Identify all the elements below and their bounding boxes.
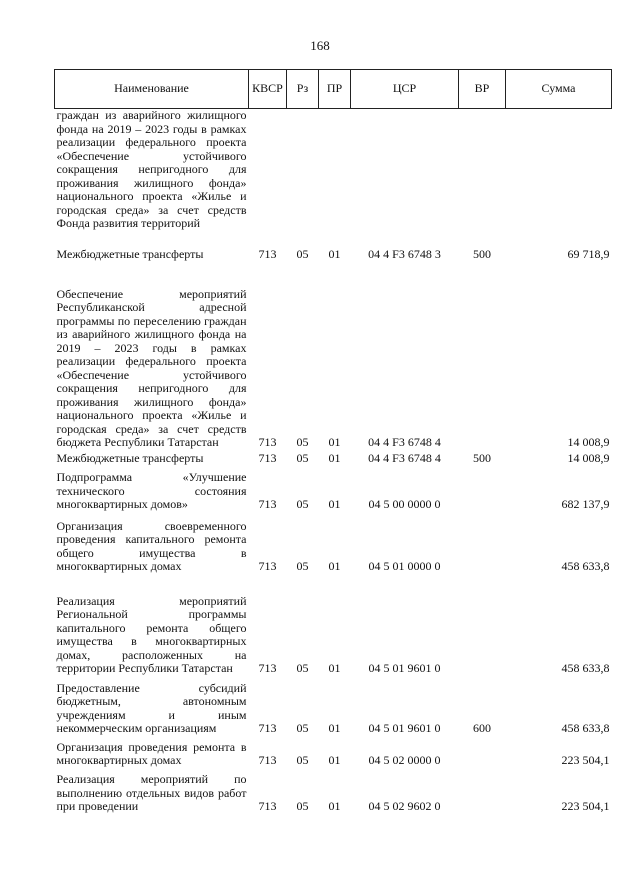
row-name: Организация проведения ремонта в многоквартирных домах [56,739,247,767]
row-pr: 01 [328,559,341,573]
row-kvsr: 713 [258,451,277,465]
row-name: Подпрограмма «Улучшение технического состояния многоквартирных домов» [56,470,247,511]
table-row [55,736,612,768]
row-rz [287,109,319,246]
table-row [55,768,612,814]
header-kvsr: КВСР [249,70,287,109]
table-row [55,450,612,466]
row-vr [459,109,506,246]
row-vr [459,574,506,676]
table-row [55,109,612,246]
row-pr: 01 [328,799,341,813]
header-vr: ВР [459,70,506,109]
row-name: Предоставление субсидий бюджетным, автономным учреждениям и иным некоммерческим организациям [56,680,247,735]
row-sum: 14 008,9 [567,451,610,465]
row-name: Межбюджетные трансферты [56,451,204,465]
row-kvsr: 713 [258,247,277,261]
row-rz: 05 [296,559,309,573]
row-rz: 05 [296,661,309,675]
row-csr: 04 5 01 9601 0 [368,721,441,735]
header-pr: ПР [319,70,351,109]
row-sum: 458 633,8 [561,661,610,675]
row-kvsr: 713 [258,497,277,511]
row-sum: 223 504,1 [561,753,610,767]
row-name: граждан из аварийного жилищного фонда на 2019 – 2023 годы в рамках реализации федерального проекта «Обеспечение устойчивого сокращения непригодного для проживания жилищного фонда» национального проекта «Жилье и городская среда» за счет средств Фонда развития территорий [56,108,247,230]
row-sum: 223 504,1 [561,799,610,813]
header-rz: Рз [287,70,319,109]
row-vr [459,736,506,768]
row-pr: 01 [328,661,341,675]
row-vr [459,512,506,574]
row-csr: 04 4 F3 6748 4 [368,451,441,465]
row-name: Реализация мероприятий по выполнению отдельных видов работ при проведении [56,772,247,813]
row-pr: 01 [328,753,341,767]
row-csr: 04 4 F3 6748 3 [368,247,441,261]
row-name: Межбюджетные трансферты [56,247,204,261]
row-sum: 458 633,8 [561,721,610,735]
row-kvsr [249,109,287,246]
row-vr: 500 [473,247,491,261]
row-name: Обеспечение мероприятий Республиканской адресной программы по переселению граждан из аварийного жилищного фонда на 2019 – 2023 годы в рамках реализации федерального проекта «Обеспечение устойчивого сокращения непригодного для проживания жилищного фонда» национального проекта «Жилье и городская среда» за счет средств бюджета Республики Татарстан [56,286,247,449]
row-sum: 458 633,8 [561,559,610,573]
row-csr: 04 5 00 0000 0 [368,497,441,511]
table-row [55,574,612,676]
row-csr: 04 5 02 0000 0 [368,753,441,767]
header-csr: ЦСР [351,70,459,109]
row-kvsr: 713 [258,435,277,449]
row-kvsr: 713 [258,661,277,675]
row-pr: 01 [328,247,341,261]
budget-table [54,69,612,814]
row-csr: 04 5 01 0000 0 [368,559,441,573]
table-row [55,246,612,262]
row-rz: 05 [296,435,309,449]
row-csr: 04 5 01 9601 0 [368,661,441,675]
row-name: Реализация мероприятий Региональной программы капитального ремонта общего имущества в многоквартирных домах, расположенных на территории Республики Татарстан [56,593,247,675]
row-sum: 14 008,9 [567,435,610,449]
row-rz: 05 [296,799,309,813]
row-sum: 69 718,9 [567,247,610,261]
row-name: Организация своевременного проведения капитального ремонта общего имущества в многоквартирных домах [56,518,247,573]
header-name: Наименование [55,70,249,109]
row-kvsr: 713 [258,559,277,573]
table-row [55,466,612,512]
row-kvsr: 713 [258,753,277,767]
table-row [55,676,612,736]
row-csr: 04 5 02 9602 0 [368,799,441,813]
table-row [55,262,612,450]
table-row [55,512,612,574]
row-sum [506,109,612,246]
row-pr: 01 [328,721,341,735]
row-rz: 05 [296,721,309,735]
header-sum: Сумма [506,70,612,109]
row-vr [459,262,506,450]
row-pr: 01 [328,451,341,465]
page-number: 168 [310,38,330,53]
row-vr: 600 [473,721,491,735]
row-csr [351,109,459,246]
row-vr: 500 [473,451,491,465]
row-rz: 05 [296,753,309,767]
row-rz: 05 [296,247,309,261]
row-rz: 05 [296,451,309,465]
row-pr: 01 [328,497,341,511]
row-vr [459,768,506,814]
row-vr [459,466,506,512]
row-pr: 01 [328,435,341,449]
row-kvsr: 713 [258,721,277,735]
row-rz: 05 [296,497,309,511]
row-csr: 04 4 F3 6748 4 [368,435,441,449]
table-header-row [55,70,612,109]
row-kvsr: 713 [258,799,277,813]
row-sum: 682 137,9 [561,497,610,511]
row-pr [319,109,351,246]
